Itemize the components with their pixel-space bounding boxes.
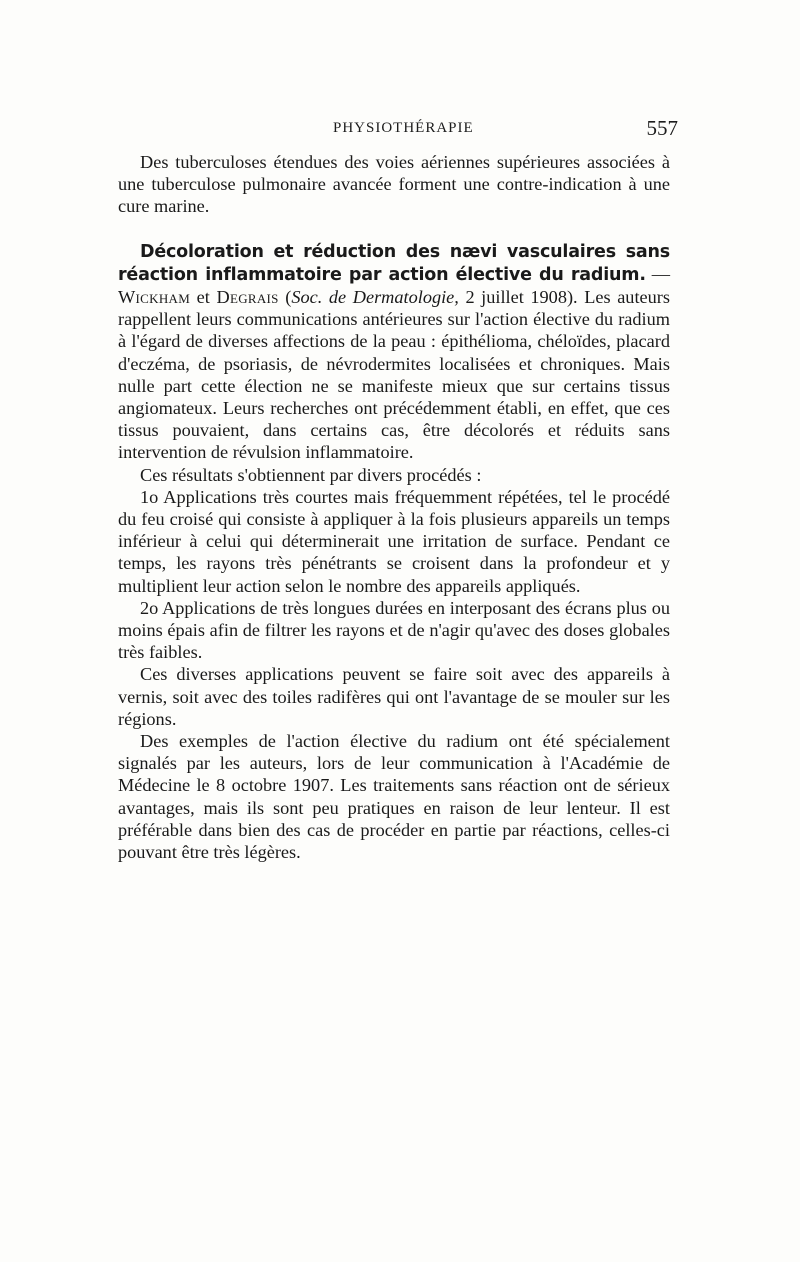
author-wickham: Wickham [118,287,191,308]
citation-open: ( [278,287,292,308]
paragraph-examples: Des exemples de l'action élective du radium ont été spécialement signalés par les auteurs, lors de leur communication à l'Académie de Médecine le 8 octobre 1907. Les traitements sans réaction ont de sérieux avantages, mais ils sont peu pratiques en raison de leur lenteur. Il est préférable dans bien des cas de procéder en partie par réactions, celles-ci pouvant être très légères. [118,731,670,863]
title-dash: — [645,263,671,284]
page-number: 557 [646,116,678,140]
article-title: Décoloration et réduction des nævi vasculaires sans réaction inflammatoire par action élective du radium. [118,241,670,285]
body-text [118,151,670,863]
paragraph-procedures: Ces résultats s'obtiennent par divers procédés : [140,464,482,485]
citation-date: 2 juillet 1908). [458,287,578,308]
paragraph-method-2: 2o Applications de très longues durées en interposant des écrans plus ou moins épais afin de filtrer les rayons et de n'agir qu'avec des doses globales très faibles. [118,597,670,663]
article-paragraph [118,240,670,464]
paragraph-method-1: 1o Applications très courtes mais fréquemment répétées, tel le procédé du feu croisé qui consiste à appliquer à la fois plusieurs appareils un temps inférieur à celui qui déterminerait une irritation de surface. Pendant ce temps, les rayons très pénétrants se croisent dans la profondeur et y multiplient leur action selon le nombre des appareils appliqués. [118,486,670,596]
running-head: PHYSIOTHÉRAPIE [333,120,474,136]
paragraph-applications: Ces diverses applications peuvent se faire soit avec des appareils à vernis, soit avec des toiles radifères qui ont l'avantage de se mouler sur les régions. [118,664,670,729]
intro-paragraph: Des tuberculoses étendues des voies aériennes supérieures associées à une tuberculose pulmonaire avancée forment une contre-indication à une cure marine. [118,152,670,217]
journal-name: Soc. de Dermatologie, [291,287,459,308]
author-join: et [190,287,217,308]
author-degrais: Degrais [216,287,279,308]
article-text: Les auteurs rappellent leurs communications antérieures sur l'action élective du radium à l'égard de diverses affections de la peau : épithélioma, chéloïdes, placard d'eczéma, de psoriasis, de névrodermites localisées et chroniques. Mais nulle part cette élection ne se manifeste mieux que sur certains tissus angiomateux. Leurs recherches ont précédemment établi, en effet, que ces tissus pouvaient, dans certains cas, être décolorés et réduits sans intervention de révulsion inflammatoire. [118,287,670,463]
page-header [118,116,680,144]
